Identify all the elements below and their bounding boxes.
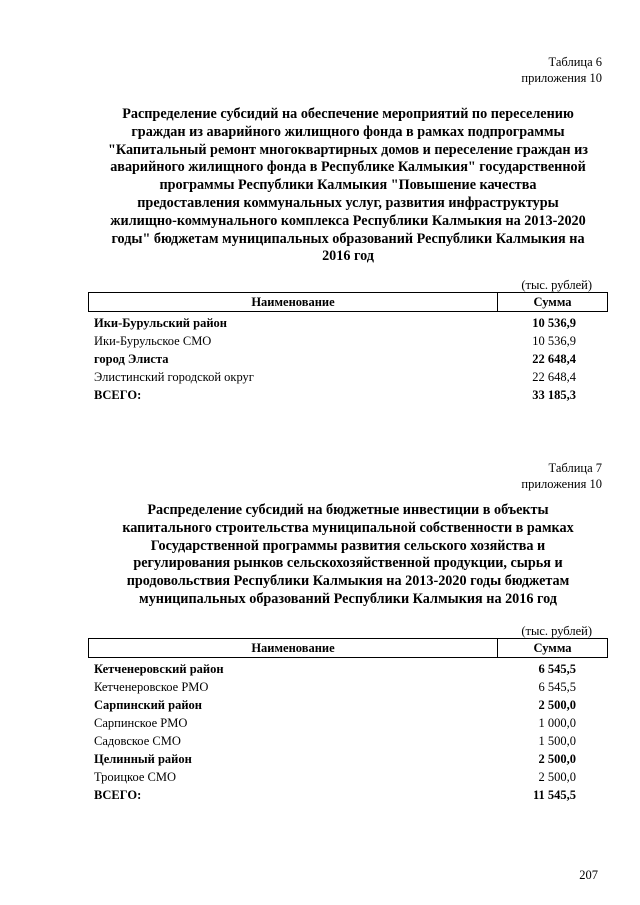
- table7-unit: (тыс. рублей): [521, 624, 592, 638]
- table-row: [88, 660, 608, 678]
- table6-title: [88, 106, 608, 266]
- row-sum: 6 545,5: [538, 662, 576, 676]
- row-sum: 2 500,0: [538, 752, 576, 766]
- table7-header-sum: Сумма: [533, 641, 572, 655]
- table-row: [88, 714, 608, 732]
- table6-title-line: граждан из аварийного жилищного фонда в рамках подпрограммы: [131, 123, 565, 140]
- row-sum: 2 500,0: [538, 698, 576, 712]
- table7-caption: [521, 460, 602, 492]
- table-row-total: [88, 786, 608, 804]
- table7-header: [88, 638, 608, 658]
- table7-title-line: регулирования рынков сельскохозяйственной продукции, сырья и: [133, 555, 563, 572]
- row-name: Целинный район: [94, 752, 192, 766]
- row-name: Кетченеровский район: [94, 662, 224, 676]
- row-sum: 2 500,0: [538, 770, 576, 784]
- table7-title-line: продовольствия Республики Калмыкия на 2013-2020 годы бюджетам: [126, 573, 570, 590]
- row-name: Сарпинское РМО: [94, 716, 188, 730]
- table6-header-sum: Сумма: [533, 295, 572, 309]
- table-row: [88, 678, 608, 696]
- table7-title-line: Государственной программы развития сельского хозяйства и: [150, 537, 546, 554]
- page-number: 207: [579, 868, 598, 882]
- row-name: город Элиста: [94, 352, 169, 366]
- row-name: Троицкое СМО: [94, 770, 177, 784]
- table-row: [88, 732, 608, 750]
- table6-title-line: программы Республики Калмыкия "Повышение качества: [159, 177, 537, 194]
- table7-header-name: Наименование: [89, 639, 498, 657]
- table7-caption-number: Таблица 7: [548, 461, 602, 475]
- row-name: Кетченеровское РМО: [94, 680, 209, 694]
- table-row: [88, 314, 608, 332]
- table6-caption-number: Таблица 6: [548, 55, 602, 69]
- row-name: Ики-Бурульский район: [94, 316, 227, 330]
- row-sum: 22 648,4: [532, 352, 576, 366]
- table7-title-line: муниципальных образований Республики Калмыкия на 2016 год: [139, 590, 557, 607]
- row-name: Садовское СМО: [94, 734, 181, 748]
- table6-title-line: аварийного жилищного фонда в Республике Калмыкия" государственной: [110, 159, 586, 176]
- row-sum: 1 000,0: [538, 716, 576, 730]
- table6-caption-appendix: приложения 10: [521, 71, 602, 85]
- table6-title-line: 2016 год: [322, 248, 374, 265]
- row-name: ВСЕГО:: [94, 388, 142, 402]
- row-sum: 6 545,5: [538, 680, 576, 694]
- row-name: Элистинский городской округ: [94, 370, 254, 384]
- table6-title-line: жилищно-коммунального комплекса Республики Калмыкия на 2013-2020: [110, 212, 586, 229]
- row-sum: 11 545,5: [532, 788, 576, 802]
- table-row: [88, 750, 608, 768]
- table-row: [88, 768, 608, 786]
- table7-title-line: капитального строительства муниципальной собственности в рамках: [122, 519, 574, 536]
- row-sum: 22 648,4: [532, 370, 576, 384]
- row-name: Ики-Бурульское СМО: [94, 334, 212, 348]
- row-sum: 10 536,9: [532, 316, 576, 330]
- table-row: [88, 368, 608, 386]
- table6: [88, 292, 608, 404]
- table6-title-line: "Капитальный ремонт многоквартирных домов и переселение граждан из: [108, 141, 588, 158]
- row-name: ВСЕГО:: [94, 788, 142, 802]
- row-name: Сарпинский район: [94, 698, 202, 712]
- row-sum: 33 185,3: [532, 388, 576, 402]
- table7-title: [88, 502, 608, 609]
- table6-unit: (тыс. рублей): [521, 278, 592, 292]
- table6-title-line: Распределение субсидий на обеспечение мероприятий по переселению: [122, 106, 574, 122]
- table6-header: [88, 292, 608, 312]
- table-row: [88, 350, 608, 368]
- row-sum: 10 536,9: [532, 334, 576, 348]
- table6-title-line: годы" бюджетам муниципальных образований Республики Калмыкия на: [111, 230, 585, 247]
- table6-caption: [521, 54, 602, 86]
- table6-title-line: предоставления коммунальных услуг, развития инфраструктуры: [137, 194, 559, 211]
- table6-header-name: Наименование: [89, 293, 498, 311]
- table-row: [88, 332, 608, 350]
- table-row-total: [88, 386, 608, 404]
- table-row: [88, 696, 608, 714]
- table7-title-line: Распределение субсидий на бюджетные инвестиции в объекты: [147, 502, 549, 518]
- row-sum: 1 500,0: [538, 734, 576, 748]
- table7: [88, 638, 608, 804]
- table7-caption-appendix: приложения 10: [521, 477, 602, 491]
